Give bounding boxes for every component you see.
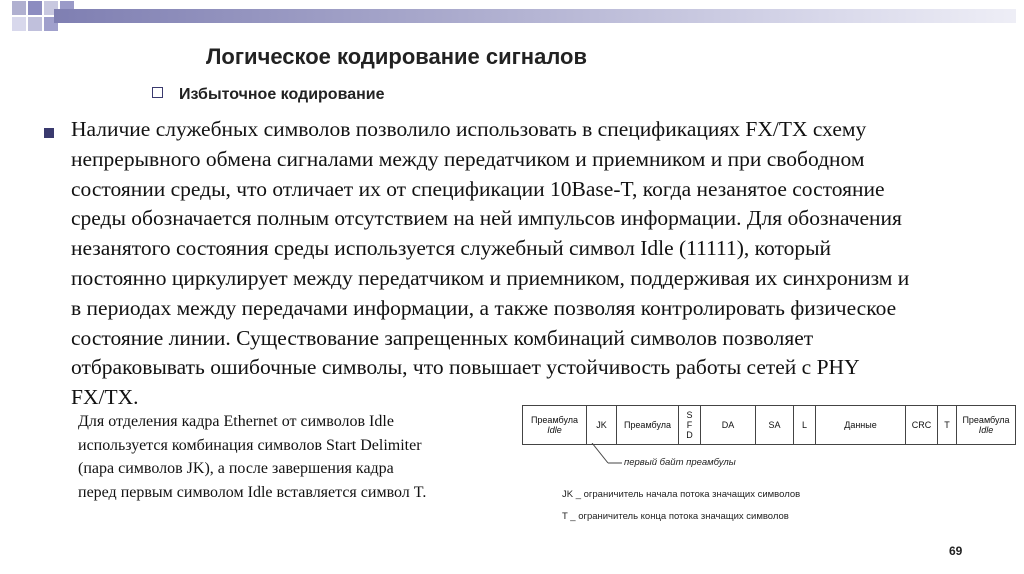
- frame-cell-preamble: [616, 406, 678, 444]
- note-line: Для отделения кадра Ethernet от символов Idle: [78, 413, 394, 430]
- ethernet-frame-diagram: [522, 405, 1016, 445]
- cell-label: CRC: [911, 420, 932, 430]
- paragraph-line: постоянно циркулирует между передатчиком и приемником, поддерживая их синхронизм и: [71, 265, 910, 290]
- corner-square: [12, 17, 26, 31]
- paragraph-line: непрерывного обмена сигналами между передатчиком и приемником и при свободном: [71, 146, 865, 171]
- hollow-square-bullet-icon: [152, 87, 163, 98]
- paragraph-line: FX/TX.: [71, 385, 139, 410]
- frame-cell-jk: [586, 406, 616, 444]
- paragraph-line: незанятого состояния среды используется служебный символ Idle (11111), который: [71, 236, 832, 261]
- note-line: (пара символов JK), а после завершения кадра: [78, 460, 394, 477]
- square-bullet-icon: [44, 128, 54, 138]
- corner-square: [28, 1, 42, 15]
- frame-cell-sfd: [678, 406, 700, 444]
- slide-subtitle: [152, 86, 385, 104]
- corner-square: [12, 1, 26, 15]
- paragraph-line: состоянии среды, что отличает их от спецификации 10Base-T, когда незанятое состояние: [71, 176, 885, 201]
- frame-cell-preamble-idle: [522, 406, 586, 444]
- paragraph-line: отбраковывать ошибочные символы, что повышает устойчивость работы сетей с PHY: [71, 355, 860, 380]
- cell-sublabel: Idle: [547, 425, 562, 435]
- cell-label: Преамбула: [623, 420, 672, 430]
- note-line: перед первым символом Idle вставляется символ T.: [78, 483, 427, 501]
- subtitle-text: Избыточное кодирование: [179, 86, 385, 103]
- main-paragraph: [71, 115, 1021, 413]
- cell-label: T: [944, 420, 950, 430]
- paragraph-line: среды обозначается полным отсутствием на ней импульсов информации. Для обозначения: [71, 206, 902, 231]
- legend-jk: JK _ ограничитель начала потока значащих символов: [562, 489, 801, 500]
- cell-label: Данные: [844, 420, 877, 430]
- cell-label: Преамбула: [530, 415, 579, 425]
- cell-label: S F D: [686, 410, 693, 440]
- slide-title: Логическое кодирование сигналов: [206, 44, 587, 69]
- cell-label: JK: [596, 420, 607, 430]
- paragraph-line: в периодах между передачами информации, а также позволяя контролировать физическое: [71, 295, 897, 320]
- cell-label: DA: [721, 420, 735, 430]
- paragraph-line: состояние линии. Существование запрещенных комбинаций символов позволяет: [71, 325, 814, 350]
- legend-t: T _ ограничитель конца потока значащих символов: [562, 511, 789, 522]
- cell-label: SA: [768, 420, 781, 430]
- frame-cell-l: [793, 406, 815, 444]
- frame-cell-sa: [755, 406, 793, 444]
- pointer-line: [592, 443, 608, 463]
- cell-label: Преамбула: [962, 415, 1010, 425]
- frame-cell-crc: [905, 406, 937, 444]
- paragraph-line: Наличие служебных символов позволило использовать в спецификациях FX/TX схему: [71, 117, 867, 141]
- frame-cell-data: [815, 406, 905, 444]
- cell-label: L: [801, 420, 807, 430]
- note-line: используется комбинация символов Start Delimiter: [78, 436, 422, 454]
- frame-cell-preamble-idle-end: [956, 406, 1016, 444]
- corner-square: [28, 17, 42, 31]
- page-number: 69: [949, 544, 963, 558]
- cell-sublabel: Idle: [978, 425, 994, 435]
- frame-note: [78, 410, 518, 504]
- frame-cell-t: [937, 406, 956, 444]
- frame-cell-da: [700, 406, 755, 444]
- frame-annotation: первый байт преамбулы: [624, 457, 736, 468]
- top-gradient-bar: [54, 9, 1016, 23]
